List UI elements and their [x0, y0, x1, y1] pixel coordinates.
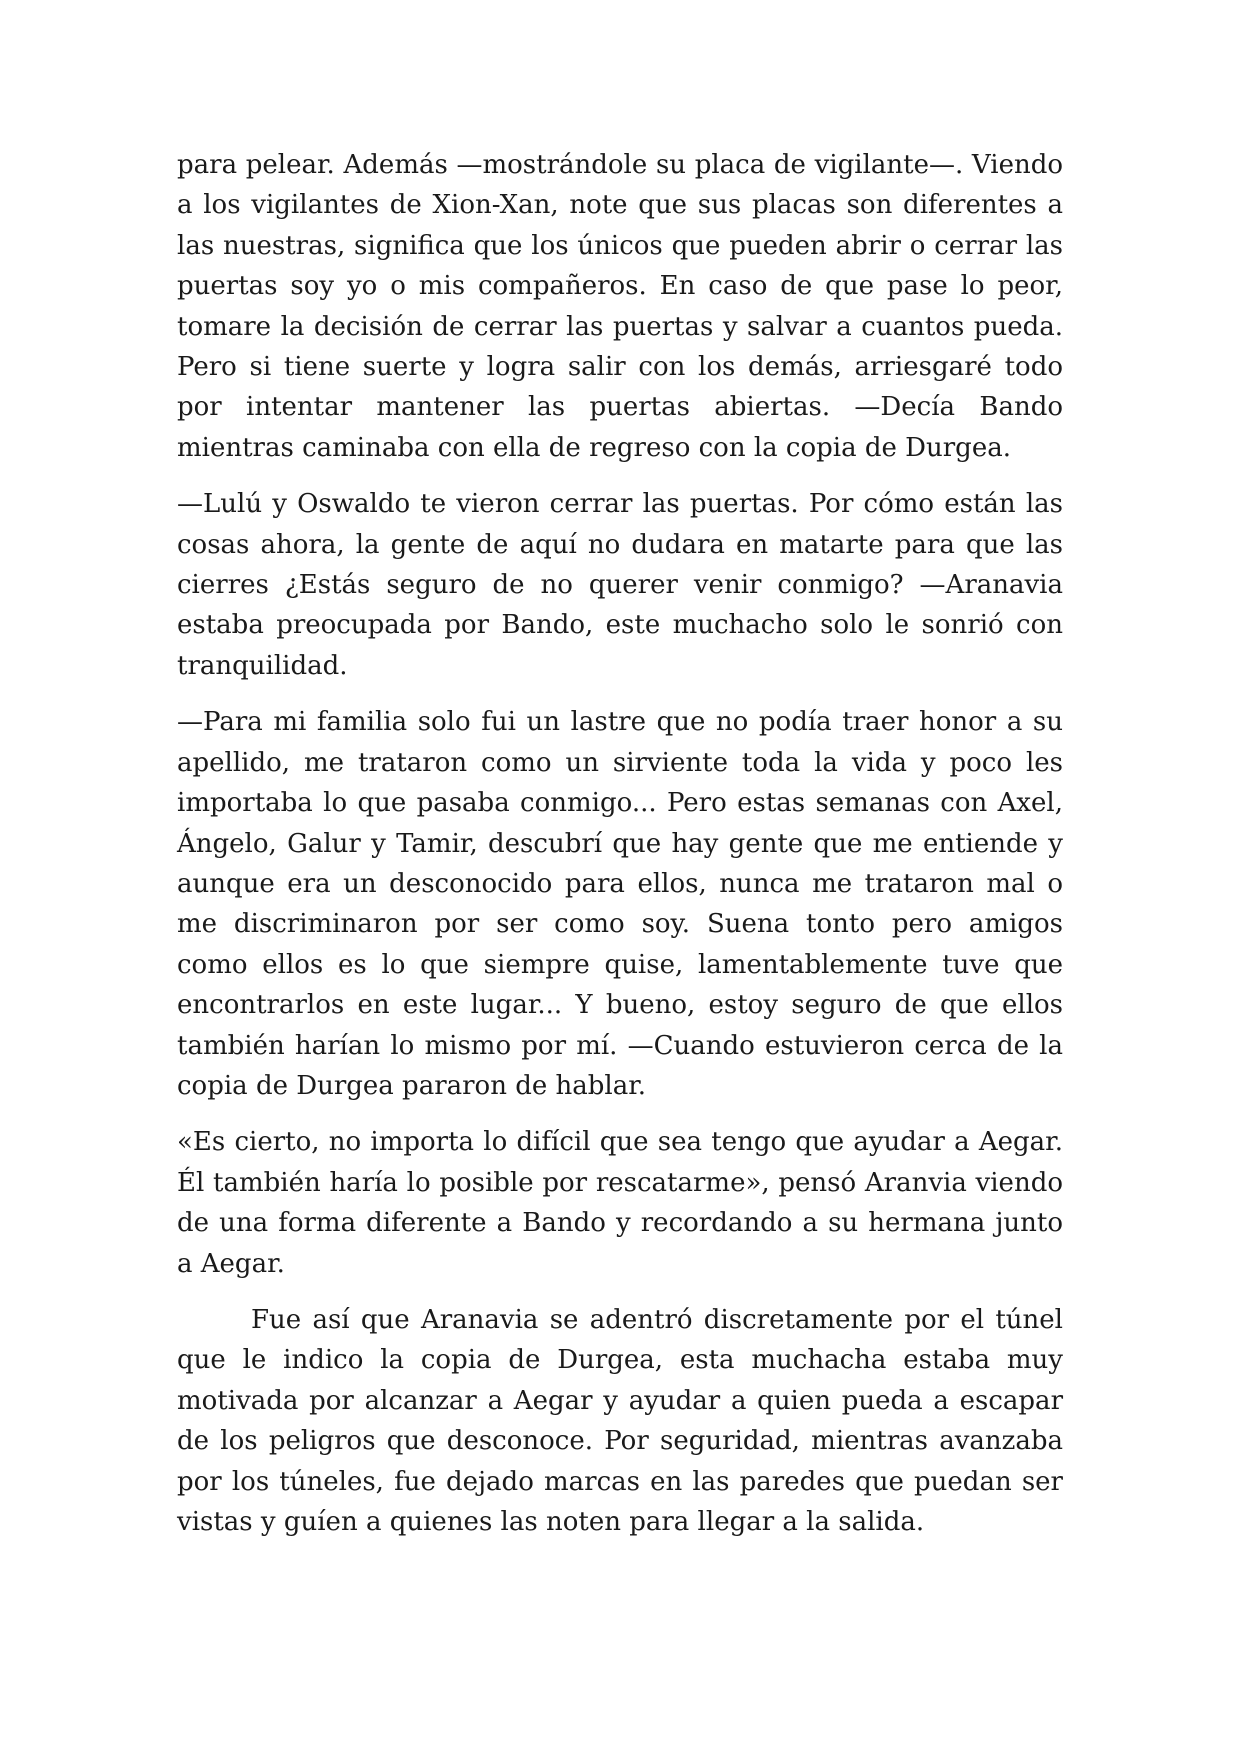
- paragraph-4: «Es cierto, no importa lo difícil que sea tengo que ayudar a Aegar. Él también haría lo posible por rescatarme», pensó Aranvia viendo de una forma diferente a Bando y recordando a su hermana junto a Aegar.: [177, 1127, 1063, 1279]
- paragraph-5: Fue así que Aranavia se adentró discretamente por el túnel que le indico la copia de Durgea, esta muchacha estaba muy motivada por alcanzar a Aegar y ayudar a quien pueda a escapar de los peligros que desconoce. Por seguridad, mientras avanzaba por los túneles, fue dejado marcas en las paredes que puedan ser vistas y guíen a quienes las noten para llegar a la salida.: [177, 1304, 1063, 1537]
- paragraph-1: para pelear. Además —mostrándole su placa de vigilante—. Viendo a los vigilantes de Xion-Xan, note que sus placas son diferentes a las nuestras, significa que los únicos que pueden abrir o cerrar las puertas soy yo o mis compañeros. En caso de que pase lo peor, tomare la decisión de cerrar las puertas y salvar a cuantos pueda. Pero si tiene suerte y logra salir con los demás, arriesgaré todo por intentar mantener las puertas abiertas. —Decía Bando mientras caminaba con ella de regreso con la copia de Durgea.: [177, 150, 1063, 463]
- paragraph-3: —Para mi familia solo fui un lastre que no podía traer honor a su apellido, me trataron como un sirviente toda la vida y poco les importaba lo que pasaba conmigo... Pero estas semanas con Axel, Ángelo, Galur y Tamir, descubrí que hay gente que me entiende y aunque era un desconocido para ellos, nunca me trataron mal o me discriminaron por ser como soy. Suena tonto pero amigos como ellos es lo que siempre quise, lamentablemente tuve que encontrarlos en este lugar... Y bueno, estoy seguro de que ellos también harían lo mismo por mí. —Cuando estuvieron cerca de la copia de Durgea pararon de hablar.: [177, 707, 1063, 1101]
- body-text: [177, 145, 1063, 1558]
- paragraph-2: —Lulú y Oswaldo te vieron cerrar las puertas. Por cómo están las cosas ahora, la gente de aquí no dudara en matarte para que las cierres ¿Estás seguro de no querer venir conmigo? —Aranavia estaba preocupada por Bando, este muchacho solo le sonrió con tranquilidad.: [177, 489, 1063, 681]
